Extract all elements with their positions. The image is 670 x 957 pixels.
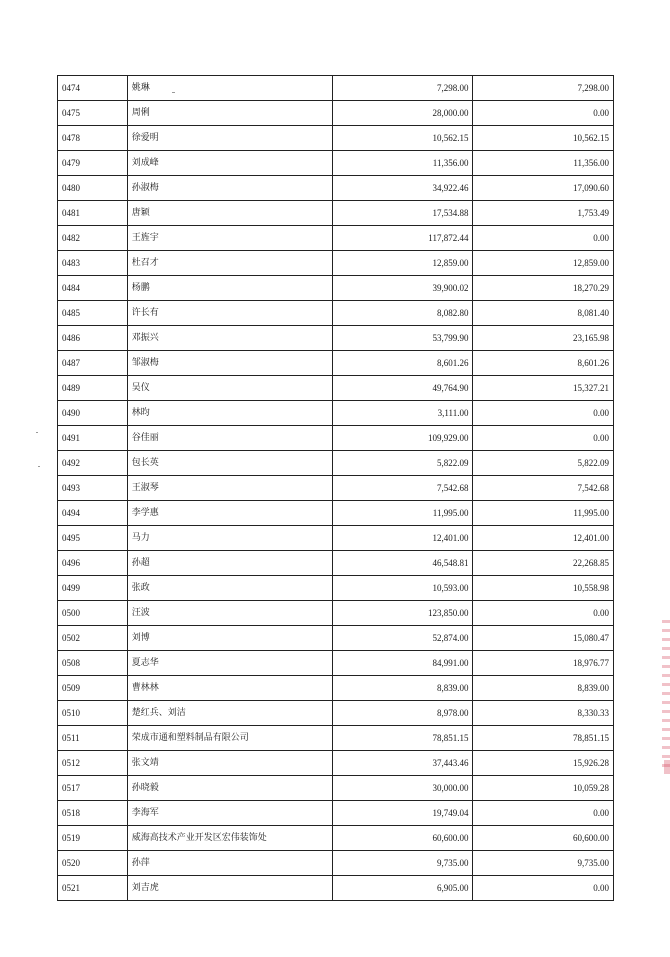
row-amount: 8,978.00: [332, 701, 473, 726]
row-code: 0479: [58, 151, 128, 176]
row-name: 孙超: [127, 551, 332, 576]
table-row: [58, 551, 614, 576]
row-name: 吴仪: [127, 376, 332, 401]
row-name: 刘成峰: [127, 151, 332, 176]
row-balance: 0.00: [473, 876, 614, 901]
row-code: 0482: [58, 226, 128, 251]
table-row: [58, 126, 614, 151]
row-code: 0481: [58, 201, 128, 226]
table-row: [58, 626, 614, 651]
row-code: 0511: [58, 726, 128, 751]
row-amount: 8,601.26: [332, 351, 473, 376]
table-row: [58, 76, 614, 101]
row-amount: 12,859.00: [332, 251, 473, 276]
row-balance: 10,562.15: [473, 126, 614, 151]
scan-speck: [36, 432, 38, 433]
table-row: [58, 651, 614, 676]
row-code: 0502: [58, 626, 128, 651]
row-balance: 22,268.85: [473, 551, 614, 576]
row-balance: 17,090.60: [473, 176, 614, 201]
row-balance: 8,081.40: [473, 301, 614, 326]
row-balance: 78,851.15: [473, 726, 614, 751]
seal-edge-mark: [662, 620, 670, 770]
table-row: [58, 301, 614, 326]
row-code: 0489: [58, 376, 128, 401]
row-name: 李海军: [127, 801, 332, 826]
table-row: [58, 501, 614, 526]
row-amount: 39,900.02: [332, 276, 473, 301]
row-balance: 11,995.00: [473, 501, 614, 526]
row-balance: 0.00: [473, 801, 614, 826]
row-name: 杨鹏: [127, 276, 332, 301]
row-balance: 0.00: [473, 101, 614, 126]
row-balance: 15,327.21: [473, 376, 614, 401]
row-name: 张政: [127, 576, 332, 601]
row-name: 威海高技术产业开发区宏伟装饰处: [127, 826, 332, 851]
row-balance: 10,059.28: [473, 776, 614, 801]
row-name: 邹淑梅: [127, 351, 332, 376]
row-name: 许长有: [127, 301, 332, 326]
row-balance: 0.00: [473, 226, 614, 251]
row-name: 楚红兵、刘洁: [127, 701, 332, 726]
table-row: [58, 601, 614, 626]
seal-edge-mark: [664, 760, 670, 774]
row-code: 0518: [58, 801, 128, 826]
row-name: 唐颖: [127, 201, 332, 226]
row-code: 0520: [58, 851, 128, 876]
row-amount: 10,562.15: [332, 126, 473, 151]
row-amount: 10,593.00: [332, 576, 473, 601]
row-name: 王淑琴: [127, 476, 332, 501]
row-code: 0509: [58, 676, 128, 701]
row-code: 0480: [58, 176, 128, 201]
table-row: [58, 376, 614, 401]
row-code: 0492: [58, 451, 128, 476]
row-code: 0510: [58, 701, 128, 726]
table-row: [58, 876, 614, 901]
table-row: [58, 476, 614, 501]
row-balance: 15,080.47: [473, 626, 614, 651]
row-name: 李学惠: [127, 501, 332, 526]
row-name: 周俐: [127, 101, 332, 126]
row-balance: 7,298.00: [473, 76, 614, 101]
table-row: [58, 101, 614, 126]
row-amount: 53,799.90: [332, 326, 473, 351]
row-name: 王旌宇: [127, 226, 332, 251]
row-code: 0496: [58, 551, 128, 576]
table-row: [58, 251, 614, 276]
row-balance: 0.00: [473, 601, 614, 626]
table-row: [58, 676, 614, 701]
row-name: 刘博: [127, 626, 332, 651]
row-amount: 46,548.81: [332, 551, 473, 576]
row-amount: 17,534.88: [332, 201, 473, 226]
row-amount: 12,401.00: [332, 526, 473, 551]
row-amount: 9,735.00: [332, 851, 473, 876]
row-code: 0517: [58, 776, 128, 801]
row-amount: 11,995.00: [332, 501, 473, 526]
row-amount: 60,600.00: [332, 826, 473, 851]
row-code: 0474: [58, 76, 128, 101]
row-balance: 8,330.33: [473, 701, 614, 726]
row-name: 谷佳丽: [127, 426, 332, 451]
scan-speck: [172, 92, 175, 93]
row-code: 0499: [58, 576, 128, 601]
row-balance: 10,558.98: [473, 576, 614, 601]
row-balance: 15,926.28: [473, 751, 614, 776]
row-amount: 19,749.04: [332, 801, 473, 826]
row-balance: 12,859.00: [473, 251, 614, 276]
table-row: [58, 401, 614, 426]
row-code: 0519: [58, 826, 128, 851]
row-balance: 9,735.00: [473, 851, 614, 876]
row-amount: 84,991.00: [332, 651, 473, 676]
row-code: 0490: [58, 401, 128, 426]
row-name: 夏志华: [127, 651, 332, 676]
row-amount: 28,000.00: [332, 101, 473, 126]
scan-speck: [38, 466, 40, 467]
table-row: [58, 826, 614, 851]
table-row: [58, 526, 614, 551]
row-balance: 0.00: [473, 401, 614, 426]
row-name: 孙萍: [127, 851, 332, 876]
row-name: 刘吉虎: [127, 876, 332, 901]
row-name: 姚琳: [127, 76, 332, 101]
table-row: [58, 776, 614, 801]
row-name: 邓振兴: [127, 326, 332, 351]
table-row: [58, 351, 614, 376]
table-row: [58, 451, 614, 476]
row-balance: 7,542.68: [473, 476, 614, 501]
table-row: [58, 851, 614, 876]
row-code: 0487: [58, 351, 128, 376]
row-code: 0486: [58, 326, 128, 351]
row-amount: 7,298.00: [332, 76, 473, 101]
row-amount: 34,922.46: [332, 176, 473, 201]
row-code: 0494: [58, 501, 128, 526]
row-name: 荣成市通和塑料制品有限公司: [127, 726, 332, 751]
row-code: 0521: [58, 876, 128, 901]
table-row: [58, 701, 614, 726]
row-balance: 18,270.29: [473, 276, 614, 301]
table-row: [58, 326, 614, 351]
row-amount: 49,764.90: [332, 376, 473, 401]
row-code: 0508: [58, 651, 128, 676]
row-code: 0512: [58, 751, 128, 776]
row-amount: 123,850.00: [332, 601, 473, 626]
row-amount: 3,111.00: [332, 401, 473, 426]
table-row: [58, 226, 614, 251]
row-name: 曹林林: [127, 676, 332, 701]
row-balance: 8,601.26: [473, 351, 614, 376]
row-code: 0495: [58, 526, 128, 551]
creditor-table: [57, 75, 614, 901]
row-code: 0483: [58, 251, 128, 276]
row-amount: 11,356.00: [332, 151, 473, 176]
row-code: 0475: [58, 101, 128, 126]
row-amount: 117,872.44: [332, 226, 473, 251]
table-row: [58, 726, 614, 751]
row-code: 0500: [58, 601, 128, 626]
row-amount: 37,443.46: [332, 751, 473, 776]
row-balance: 60,600.00: [473, 826, 614, 851]
row-name: 杜召才: [127, 251, 332, 276]
row-amount: 52,874.00: [332, 626, 473, 651]
row-name: 孙淑梅: [127, 176, 332, 201]
row-amount: 8,839.00: [332, 676, 473, 701]
row-amount: 109,929.00: [332, 426, 473, 451]
table-row: [58, 201, 614, 226]
creditor-table-body: [58, 76, 614, 901]
row-balance: 1,753.49: [473, 201, 614, 226]
row-code: 0493: [58, 476, 128, 501]
table-row: [58, 576, 614, 601]
row-balance: 18,976.77: [473, 651, 614, 676]
row-amount: 78,851.15: [332, 726, 473, 751]
row-balance: 8,839.00: [473, 676, 614, 701]
row-name: 汪波: [127, 601, 332, 626]
row-name: 包长英: [127, 451, 332, 476]
row-amount: 7,542.68: [332, 476, 473, 501]
row-balance: 5,822.09: [473, 451, 614, 476]
row-code: 0478: [58, 126, 128, 151]
row-name: 孙晓毅: [127, 776, 332, 801]
row-code: 0485: [58, 301, 128, 326]
row-code: 0491: [58, 426, 128, 451]
row-name: 张文靖: [127, 751, 332, 776]
row-name: 马力: [127, 526, 332, 551]
table-row: [58, 151, 614, 176]
row-name: 林昀: [127, 401, 332, 426]
row-balance: 23,165.98: [473, 326, 614, 351]
table-row: [58, 176, 614, 201]
row-name: 徐爱明: [127, 126, 332, 151]
row-amount: 30,000.00: [332, 776, 473, 801]
table-row: [58, 751, 614, 776]
table-row: [58, 426, 614, 451]
row-balance: 11,356.00: [473, 151, 614, 176]
row-amount: 5,822.09: [332, 451, 473, 476]
row-amount: 6,905.00: [332, 876, 473, 901]
row-amount: 8,082.80: [332, 301, 473, 326]
table-row: [58, 276, 614, 301]
row-balance: 0.00: [473, 426, 614, 451]
row-code: 0484: [58, 276, 128, 301]
row-balance: 12,401.00: [473, 526, 614, 551]
table-row: [58, 801, 614, 826]
